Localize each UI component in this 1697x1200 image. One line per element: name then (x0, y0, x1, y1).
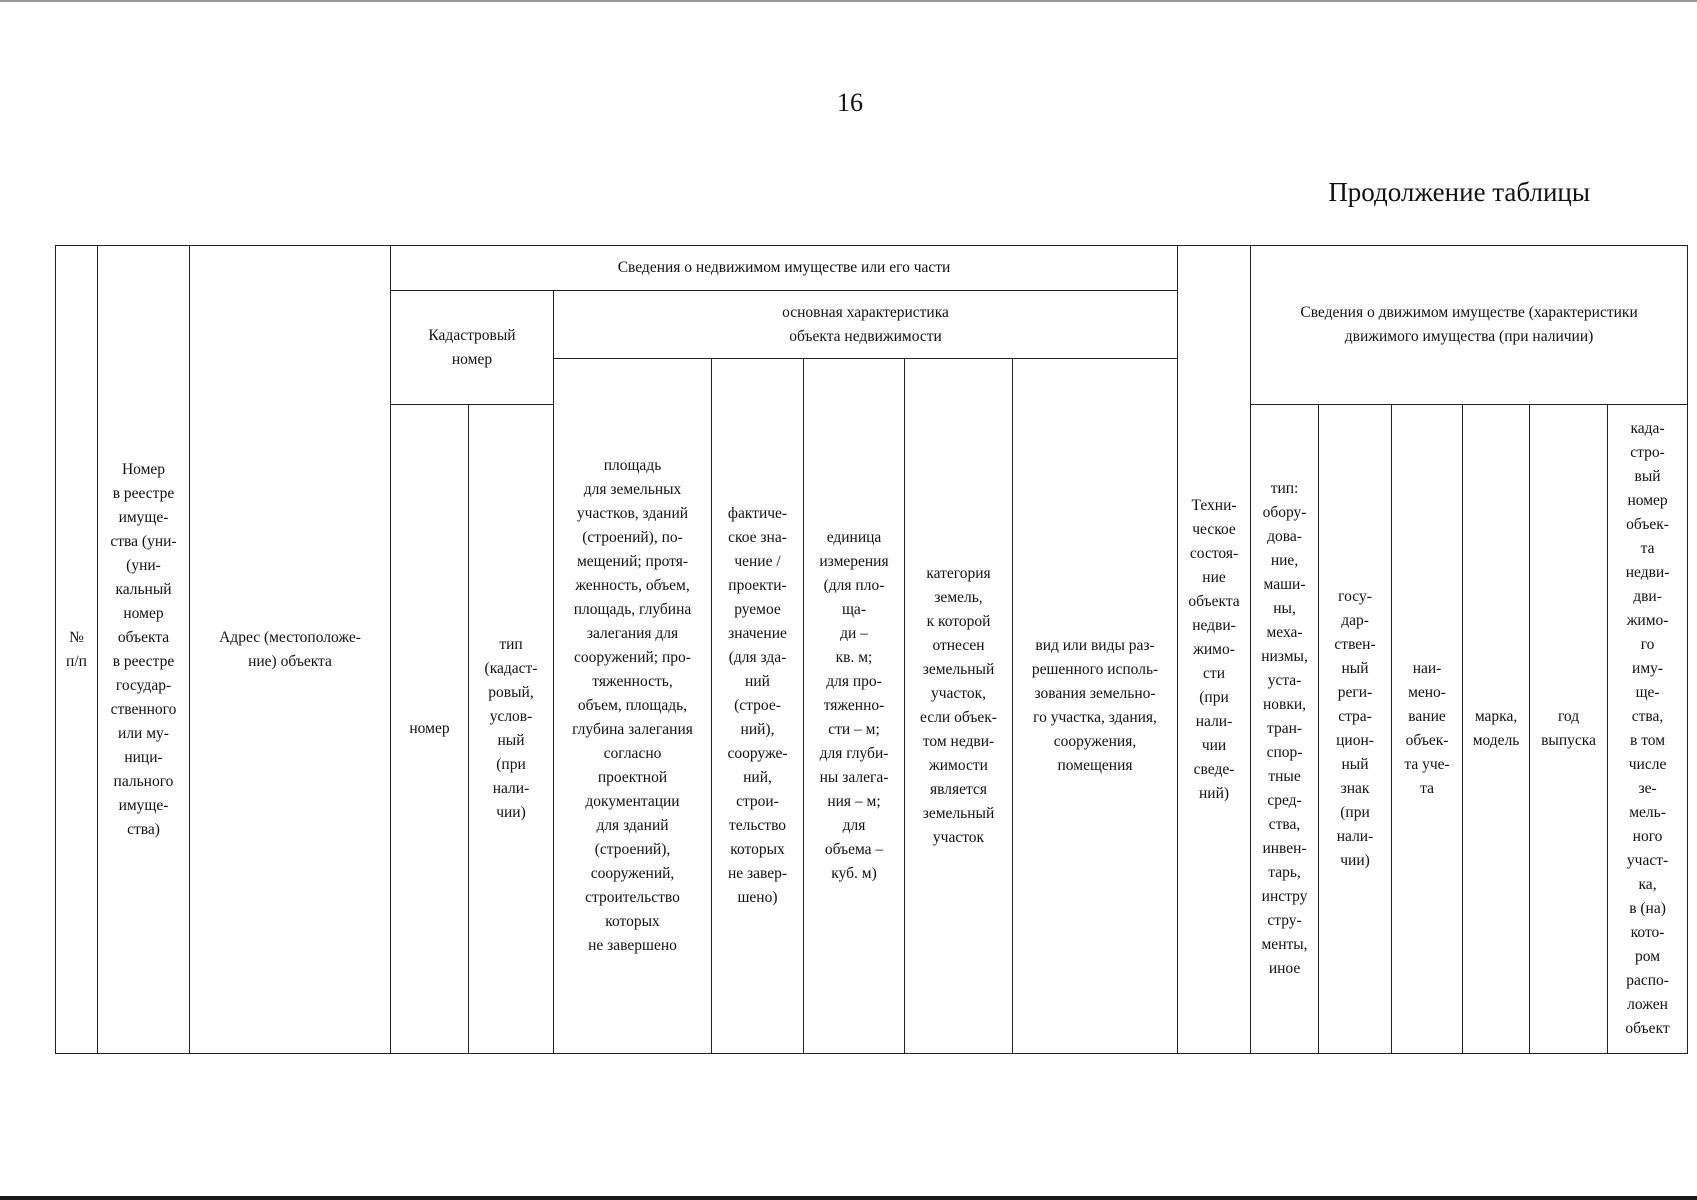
property-register-table (55, 245, 1688, 1054)
header-registry-number: Номер в реестре имуще- ства (уни- (уни- кальный номер объекта в реестре государ- ственного или му- ници- пального имуще- ства) (98, 246, 190, 1054)
header-permitted-use: вид или виды раз- решенного исполь- зования земельно- го участка, здания, сооружения, помещения (1013, 359, 1178, 1054)
scan-edge-bottom (0, 1196, 1697, 1200)
header-brand-model: марка, модель (1463, 405, 1530, 1054)
header-accounting-object-name: наи- мено- вание объек- та уче- та (1392, 405, 1463, 1054)
header-cadastral-type: тип (кадаст- ровый, услов- ный (при нали- чии) (469, 405, 554, 1054)
header-row-number: № п/п (56, 246, 98, 1054)
table-continuation-label: Продолжение таблицы (1328, 177, 1590, 207)
header-group-movable: Сведения о движимом имуществе (характеристики движимого имущества (при наличии) (1251, 246, 1688, 405)
header-cadastral-number: номер (391, 405, 469, 1054)
header-location-cadastral-number: када- стро- вый номер объек- та недви- дви- жимо- го иму- ще- ства, в том числе зе- мель- ного участ- ка, в (на) кото- ром распо- ложен объект (1608, 405, 1688, 1054)
header-state-registration-sign: госу- дар- ствен- ный реги- стра- цион- ный знак (при нали- чии) (1319, 405, 1392, 1054)
header-technical-state: Техни- ческое состоя- ние объекта недви- жимо- сти (при нали- чии сведе- ний) (1178, 246, 1251, 1054)
header-group-realty: Сведения о недвижимом имуществе или его части (391, 246, 1178, 291)
header-production-year: год выпуска (1530, 405, 1608, 1054)
header-equipment-type: тип: обору- дова- ние, маши- ны, меха- низмы, уста- новки, тран- спор- тные сред- ства, инвен- тарь, инстру стру- менты, иное (1251, 405, 1319, 1054)
header-group-cadastral: Кадастровый номер (391, 291, 554, 405)
page-number: 16 (837, 88, 863, 117)
header-unit: единица измерения (для пло- ща- ди – кв. м; для про- тяженно- сти – м; для глуби- ны залега- ния – м; для объема – куб. м) (804, 359, 905, 1054)
header-land-category: категория земель, к которой отнесен земельный участок, если объек- том недви- жимости является земельный участок (905, 359, 1013, 1054)
scan-edge-top (0, 0, 1697, 2)
header-group-main-characteristic: основная характеристика объекта недвижимости (554, 291, 1178, 359)
header-area: площадь для земельных участков, зданий (строений), по- мещений; протя- женность, объем, площадь, глубина залегания для сооружений; про- тяженность, объем, площадь, глубина залегания согласно проектной документации для зданий (строений), сооружений, строительство которых не завершено (554, 359, 712, 1054)
header-address: Адрес (местоположе- ние) объекта (190, 246, 391, 1054)
header-actual-value: фактиче- ское зна- чение / проекти- руемое значение (для зда- ний (строе- ний), сооруже- ний, строи- тельство которых не завер- шено) (712, 359, 804, 1054)
